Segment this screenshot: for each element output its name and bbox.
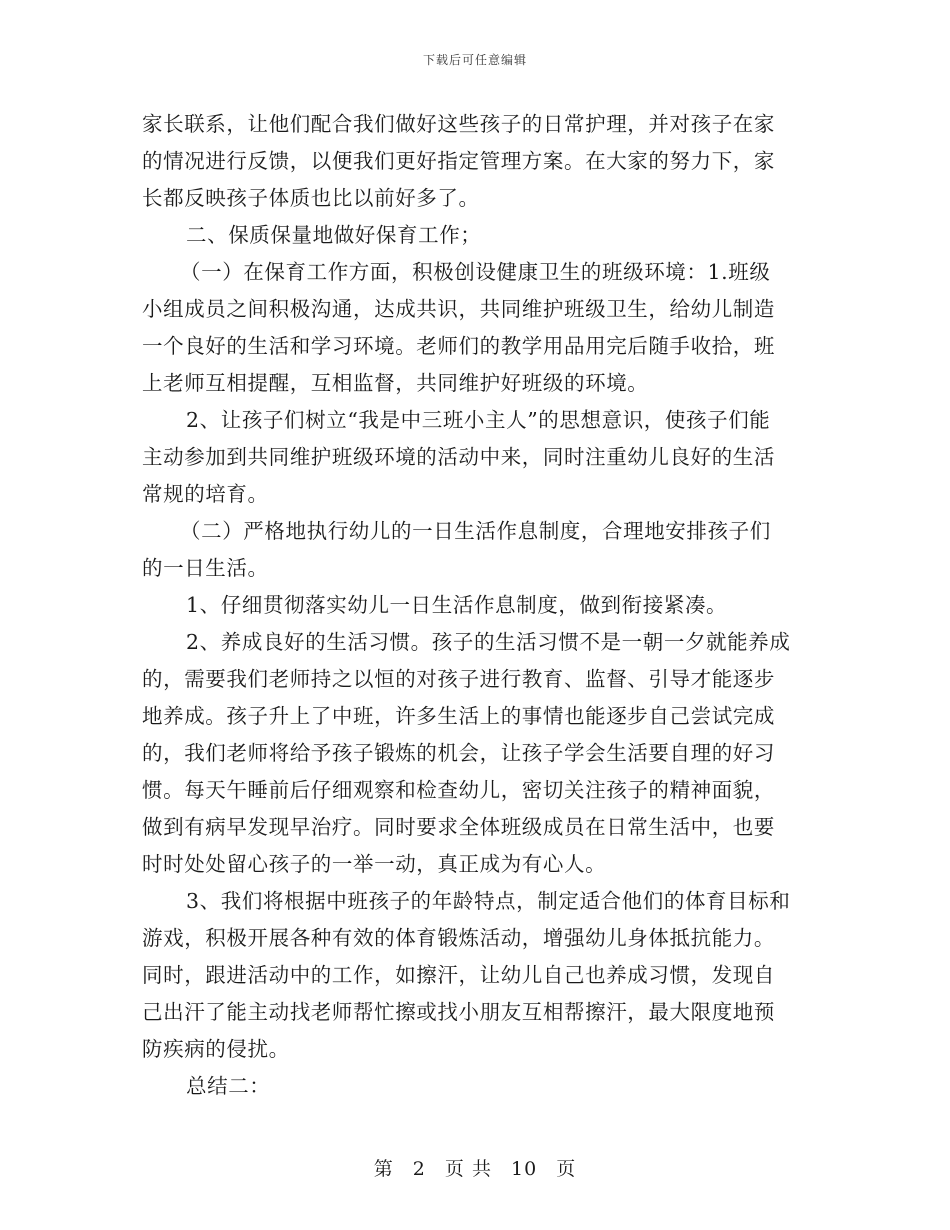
body-line: 地养成。孩子升上了中班，许多生活上的事情也能逐步自己尝试完成 [142,704,775,728]
body-line: （二）严格地执行幼儿的一日生活作息制度，合理地安排孩子们 [180,519,771,543]
body-line: （一）在保育工作方面，积极创设健康卫生的班级环境：1.班级 [180,260,771,284]
body-line: 主动参加到共同维护班级环境的活动中来，同时注重幼儿良好的生活 [142,445,775,469]
body-line: 做到有病早发现早治疗。同时要求全体班级成员在日常生活中，也要 [142,815,775,839]
body-line: 的，我们老师将给予孩子锻炼的机会，让孩子学会生活要自理的好习 [142,741,775,765]
body-line: 长都反映孩子体质也比以前好多了。 [142,186,480,210]
body-line: 一个良好的生活和学习环境。老师们的教学用品用完后随手收拾，班 [142,334,775,358]
body-line: 常规的培育。 [142,482,269,506]
page-number: 2 [412,1158,426,1180]
body-line: 的情况进行反馈，以便我们更好指定管理方案。在大家的努力下，家 [142,149,775,173]
page-total: 10 [511,1158,538,1180]
body-line: 3、我们将根据中班孩子的年龄特点，制定适合他们的体育目标和 [186,889,791,913]
body-line: 2、养成良好的生活习惯。孩子的生活习惯不是一朝一夕就能养成 [186,630,791,654]
body-line: 惯。每天午睡前后仔细观察和检查幼儿，密切关注孩子的精神面貌， [142,778,775,802]
body-line: 上老师互相提醒，互相监督，共同维护好班级的环境。 [142,371,649,395]
section-heading: 总结二： [186,1074,271,1098]
page-header: 下载后可任意编辑 [422,53,527,67]
body-line: 己出汗了能主动找老师帮忙擦或找小朋友互相帮擦汗，最大限度地预 [142,1000,775,1024]
body-line: 小组成员之间积极沟通，达成共识，共同维护班级卫生，给幼儿制造 [142,297,775,321]
body-line: 时时处处留心孩子的一举一动，真正成为有心人。 [142,852,607,876]
body-line: 家长联系，让他们配合我们做好这些孩子的日常护理，并对孩子在家 [142,112,775,136]
body-line: 2、让孩子们树立“我是中三班小主人”的思想意识，使孩子们能 [186,408,771,432]
body-line: 游戏，积极开展各种有效的体育锻炼活动，增强幼儿身体抵抗能力。 [142,926,775,950]
document-body [142,106,808,1105]
footer-middle: 页 共 [444,1158,492,1180]
footer-prefix: 第 [373,1158,394,1180]
body-line: 同时，跟进活动中的工作，如擦汗，让幼儿自己也养成习惯，发现自 [142,963,775,987]
footer-suffix: 页 [556,1158,577,1180]
page-footer [0,1154,950,1181]
body-line: 的，需要我们老师持之以恒的对孩子进行教育、监督、引导才能逐步 [142,667,775,691]
body-line: 防疾病的侵扰。 [142,1037,290,1061]
body-line: 的一日生活。 [142,556,269,580]
body-line: 1、仔细贯彻落实幼儿一日生活作息制度，做到衔接紧凑。 [186,593,728,617]
section-heading: 二、保质保量地做好保育工作； [186,223,482,247]
